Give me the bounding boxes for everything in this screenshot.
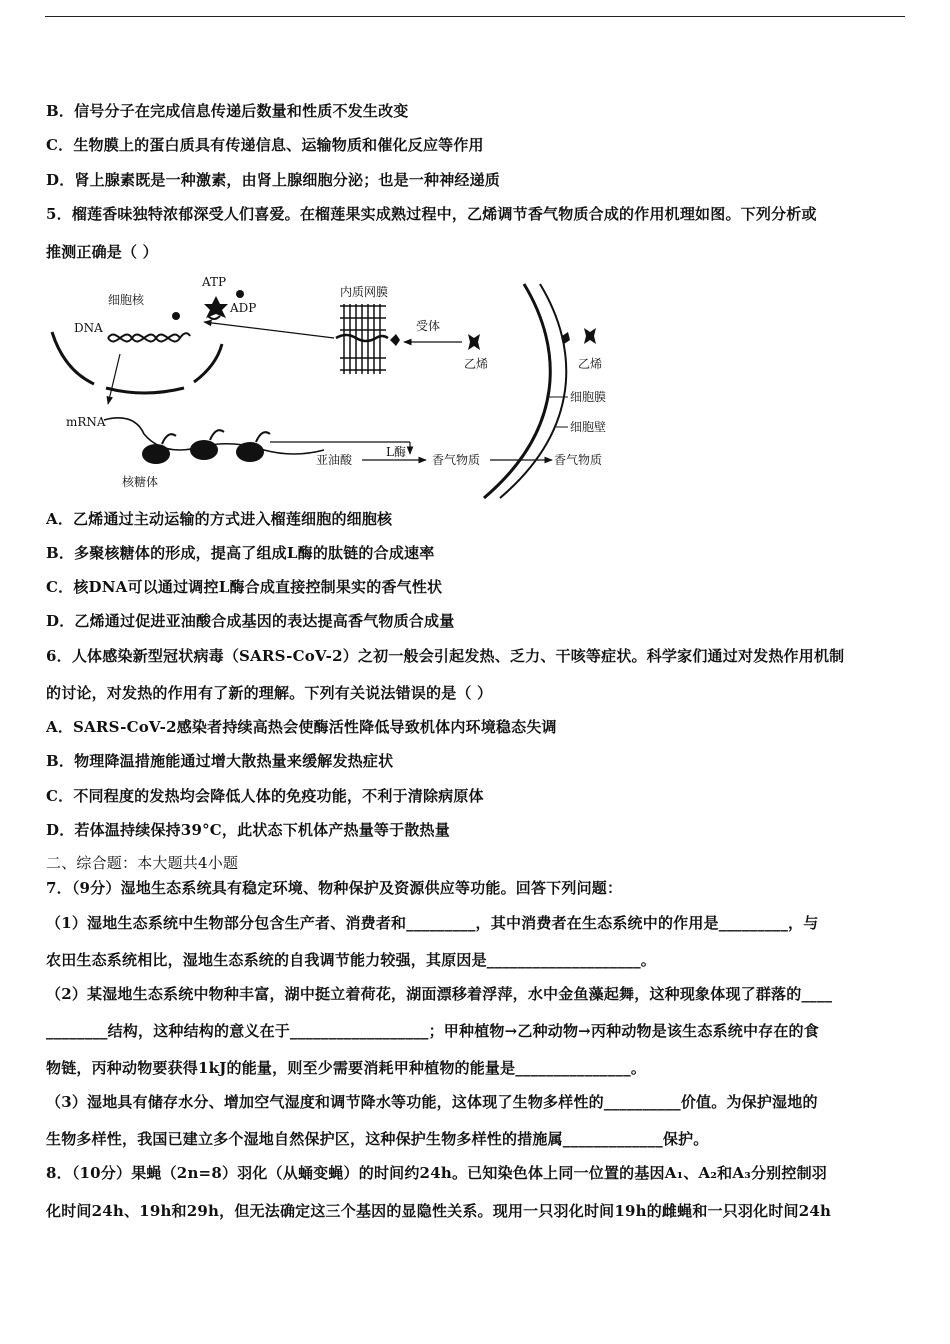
text-line-l11: 的讨论，对发热的作用有了新的理解。下列有关说法错误的是（ ） xyxy=(46,684,493,702)
ethylene-molecule-out-icon xyxy=(584,328,596,344)
text-line-l26: 化时间24h、19h和29h，但无法确定这三个基因的显隐性关系。现用一只羽化时间19h的雌蝇和一只羽化时间24h xyxy=(46,1202,832,1220)
signal-arrow xyxy=(204,322,334,338)
label-aroma-in: 香气物质 xyxy=(432,453,481,467)
text-line-l14: C．不同程度的发热均会降低人体的免疫功能，不利于清除病原体 xyxy=(46,787,484,805)
text-line-l7: B．多聚核糖体的形成，提高了组成L酶的肽链的合成速率 xyxy=(46,544,435,562)
label-dna: DNA xyxy=(74,321,103,335)
text-line-l18: （1）湿地生态系统中生物部分包含生产者、消费者和_________，其中消费者在生态系统中的作用是_________，与 xyxy=(46,914,819,932)
label-ethylene-out: 乙烯 xyxy=(578,357,603,371)
label-ribosome: 核糖体 xyxy=(122,475,159,489)
label-ethylene-in: 乙烯 xyxy=(464,357,489,371)
text-line-l19: 农田生态系统相比，湿地生态系统的自我调节能力较强，其原因是____________________。 xyxy=(46,951,657,969)
text-line-l17: 7．（9分）湿地生态系统具有稳定环境、物种保护及资源供应等功能。回答下列问题： xyxy=(46,879,623,897)
text-line-l2: C．生物膜上的蛋白质具有传递信息、运输物质和催化反应等作用 xyxy=(46,136,484,154)
text-line-l25: 8．（10分）果蝇（2n=8）羽化（从蛹变蝇）的时间约24h。已知染色体上同一位置的基因A₁、A₂和A₃分别控制羽 xyxy=(46,1164,827,1182)
label-l-enzyme: L酶 xyxy=(386,445,406,459)
text-line-l12: A．SARS-CoV-2感染者持续高热会使酶活性降低导致机体内环境稳态失调 xyxy=(46,718,557,736)
text-line-l20: （2）某湿地生态系统中物种丰富，湖中挺立着荷花，湖面漂移着浮萍，水中金鱼藻起舞，这种现象体现了群落的____ xyxy=(46,985,833,1003)
label-er: 内质网膜 xyxy=(340,285,389,299)
label-cell-membrane: 细胞膜 xyxy=(570,390,607,404)
text-line-l21: ________结构，这种结构的意义在于__________________；甲种植物→乙种动物→丙种动物是该生态系统中存在的食 xyxy=(46,1022,819,1040)
label-receptor: 受体 xyxy=(416,319,441,333)
cell-membrane xyxy=(484,284,550,498)
text-line-l24: 生物多样性，我国已建立多个湿地自然保护区，这种保护生物多样性的措施属_____________保护。 xyxy=(46,1130,709,1148)
er-membrane xyxy=(336,304,388,374)
ethylene-mechanism-figure xyxy=(44,270,624,500)
polyribosome xyxy=(142,430,270,464)
label-linoleic-acid: 亚油酸 xyxy=(316,453,353,467)
receptor-icon xyxy=(390,334,400,346)
text-line-l5: 推测正确是（ ） xyxy=(46,243,158,261)
text-line-l3: D．肾上腺素既是一种激素，由肾上腺细胞分泌；也是一种神经递质 xyxy=(46,171,501,189)
text-line-l1: B．信号分子在完成信息传递后数量和性质不发生改变 xyxy=(46,102,409,120)
text-line-l22: 物链，丙种动物要获得1kJ的能量，则至少需要消耗甲种植物的能量是_______________。 xyxy=(46,1059,647,1077)
label-atp: ATP xyxy=(202,275,227,289)
label-cell-wall: 细胞壁 xyxy=(570,420,607,434)
transcription-arrow xyxy=(108,354,120,404)
text-line-l16: 二、综合题：本大题共4小题 xyxy=(46,854,239,872)
text-line-l15: D．若体温持续保持39°C，此状态下机体产热量等于散热量 xyxy=(46,821,450,839)
label-nucleus: 细胞核 xyxy=(108,293,145,307)
label-mrna: mRNA xyxy=(66,415,106,429)
text-line-l9: D．乙烯通过促进亚油酸合成基因的表达提高香气物质合成量 xyxy=(46,612,455,630)
text-line-l23: （3）湿地具有储存水分、增加空气湿度和调节降水等功能，这体现了生物多样性的__________价值。为保护湿地的 xyxy=(46,1093,818,1111)
label-aroma-out: 香气物质 xyxy=(554,453,603,467)
dna-helix xyxy=(108,333,190,341)
ethylene-molecule-icon xyxy=(468,334,480,350)
text-line-l6: A．乙烯通过主动运输的方式进入榴莲细胞的细胞核 xyxy=(46,510,393,528)
label-adp: ADP xyxy=(230,301,257,315)
header-rule xyxy=(45,16,905,17)
text-line-l13: B．物理降温措施能通过增大散热量来缓解发热症状 xyxy=(46,752,394,770)
text-line-l10: 6．人体感染新型冠状病毒（SARS-CoV-2）之初一般会引起发热、乏力、干咳等症状。科学家们通过对发热作用机制 xyxy=(46,647,845,665)
text-line-l8: C．核DNA可以通过调控L酶合成直接控制果实的香气性状 xyxy=(46,578,443,596)
text-line-l4: 5．榴莲香味独特浓郁深受人们喜爱。在榴莲果实成熟过程中，乙烯调节香气物质合成的作用机理如图。下列分析或 xyxy=(46,205,817,223)
